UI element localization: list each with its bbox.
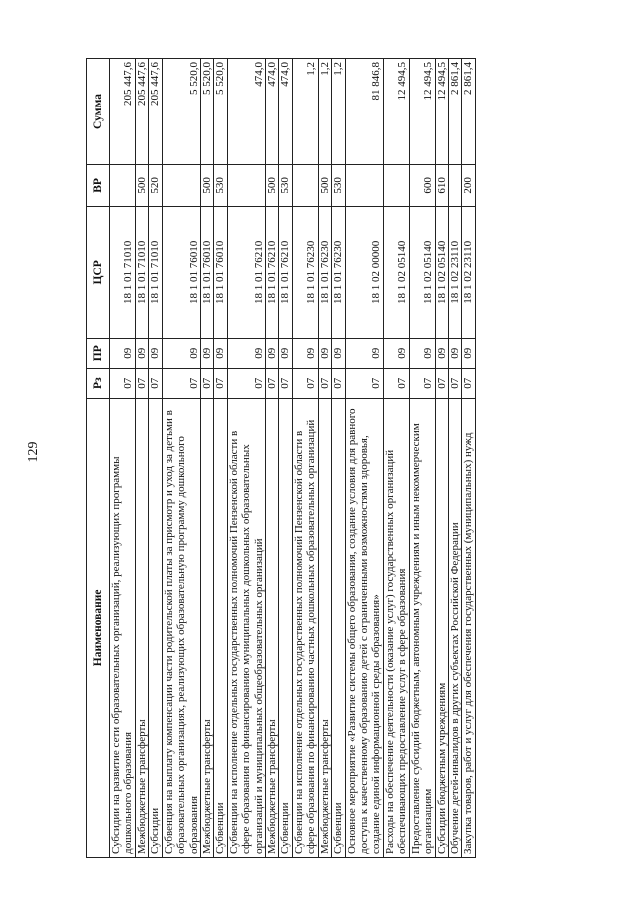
cell-rz: 07 — [135, 368, 148, 398]
cell-vr — [292, 164, 318, 206]
page-number: 129 — [26, 441, 41, 463]
table-row — [292, 59, 318, 858]
table-row — [149, 59, 162, 858]
cell-name: Межбюджетные трансферты — [266, 398, 279, 857]
cell-name: Субсидии — [149, 398, 162, 857]
cell-rz: 07 — [318, 368, 331, 398]
table-row — [318, 59, 331, 858]
cell-name: Субвенции — [332, 398, 345, 857]
cell-sum: 12 494,5 — [409, 59, 435, 165]
cell-name: Субвенция на выплату компенсации части родительской платы за присмотр и уход за детьми в образовательных организациях, реализующих образовательную программу дошкольного образования — [162, 398, 200, 857]
cell-name: Субвенции — [214, 398, 227, 857]
cell-csr: 18 1 02 00000 — [345, 206, 383, 338]
cell-rz: 07 — [292, 368, 318, 398]
cell-csr: 18 1 01 76010 — [162, 206, 200, 338]
cell-name: Субвенции на исполнение отдельных государственных полномочий Пензенской области в сфере образования по финансированию муниципальных дошкольных образовательных организаций и муниципальных общеобразовательных организаций — [227, 398, 265, 857]
rotated-page-content — [86, 58, 562, 858]
cell-sum: 474,0 — [279, 59, 292, 165]
cell-pr: 09 — [345, 338, 383, 368]
cell-rz: 07 — [266, 368, 279, 398]
header-pr: ПР — [87, 338, 110, 368]
budget-table — [86, 58, 476, 858]
cell-vr — [162, 164, 200, 206]
cell-vr: 530 — [279, 164, 292, 206]
header-vr: ВР — [87, 164, 110, 206]
header-sum: Сумма — [87, 59, 110, 165]
cell-name: Предоставление субсидий бюджетным, автономным учреждениям и иным некоммерческим организациям — [409, 398, 435, 857]
table-row — [462, 59, 475, 858]
cell-vr: 530 — [332, 164, 345, 206]
cell-vr — [110, 164, 136, 206]
cell-vr — [448, 164, 461, 206]
cell-sum: 205 447,6 — [149, 59, 162, 165]
table-row — [345, 59, 383, 858]
cell-pr: 09 — [135, 338, 148, 368]
cell-rz: 07 — [227, 368, 265, 398]
cell-name: Основное мероприятие «Развитие системы общего образования, создание условия для равного доступа к качественному образованию детей с ограниченными возможностями здоровья, создание единой информационной среды образования» — [345, 398, 383, 857]
cell-name: Субвенции на исполнение отдельных государственных полномочий Пензенской области в сфере образования по финансированию частных дошкольных образовательных организаций — [292, 398, 318, 857]
cell-rz: 07 — [149, 368, 162, 398]
cell-sum: 2 861,4 — [462, 59, 475, 165]
cell-sum: 5 520,0 — [162, 59, 200, 165]
cell-pr: 09 — [227, 338, 265, 368]
cell-vr — [227, 164, 265, 206]
cell-pr: 09 — [110, 338, 136, 368]
cell-pr: 09 — [462, 338, 475, 368]
cell-vr: 600 — [409, 164, 435, 206]
cell-pr: 09 — [266, 338, 279, 368]
cell-sum: 81 846,8 — [345, 59, 383, 165]
cell-vr — [345, 164, 383, 206]
cell-name: Субсидии на развитие сети образовательных организаций, реализующих программы дошкольного образования — [110, 398, 136, 857]
table-row — [227, 59, 265, 858]
cell-name: Субсидии бюджетным учреждениям — [435, 398, 448, 857]
table-row — [162, 59, 200, 858]
cell-pr: 09 — [214, 338, 227, 368]
cell-vr: 530 — [214, 164, 227, 206]
cell-rz: 07 — [448, 368, 461, 398]
cell-pr: 09 — [279, 338, 292, 368]
cell-rz: 07 — [200, 368, 213, 398]
cell-sum: 1,2 — [292, 59, 318, 165]
cell-sum: 5 520,0 — [200, 59, 213, 165]
cell-pr: 09 — [383, 338, 409, 368]
cell-pr: 09 — [409, 338, 435, 368]
cell-sum: 1,2 — [318, 59, 331, 165]
cell-name: Закупка товаров, работ и услуг для обеспечения государственных (муниципальных) нужд — [462, 398, 475, 857]
cell-sum: 1,2 — [332, 59, 345, 165]
cell-rz: 07 — [383, 368, 409, 398]
cell-pr: 09 — [162, 338, 200, 368]
cell-vr — [383, 164, 409, 206]
cell-name: Межбюджетные трансферты — [318, 398, 331, 857]
table-row — [383, 59, 409, 858]
cell-name: Расходы на обеспечение деятельности (оказание услуг) государственных организаций обеспечивающих предоставление услуг в сфере образования — [383, 398, 409, 857]
table-row — [435, 59, 448, 858]
cell-sum: 2 861,4 — [448, 59, 461, 165]
cell-csr: 18 1 02 23110 — [462, 206, 475, 338]
cell-rz: 07 — [462, 368, 475, 398]
cell-vr: 520 — [149, 164, 162, 206]
cell-name: Обучение детей-инвалидов в других субъектах Российской Федерации — [448, 398, 461, 857]
cell-csr: 18 1 01 71010 — [149, 206, 162, 338]
cell-sum: 12 494,5 — [383, 59, 409, 165]
cell-sum: 205 447,6 — [135, 59, 148, 165]
cell-sum: 474,0 — [266, 59, 279, 165]
cell-sum: 205 447,6 — [110, 59, 136, 165]
cell-rz: 07 — [345, 368, 383, 398]
table-row — [110, 59, 136, 858]
cell-csr: 18 1 01 76010 — [200, 206, 213, 338]
cell-pr: 09 — [448, 338, 461, 368]
cell-rz: 07 — [435, 368, 448, 398]
table-row — [135, 59, 148, 858]
cell-rz: 07 — [110, 368, 136, 398]
cell-vr: 500 — [318, 164, 331, 206]
cell-csr: 18 1 01 76230 — [332, 206, 345, 338]
cell-name: Субвенции — [279, 398, 292, 857]
cell-csr: 18 1 01 76210 — [279, 206, 292, 338]
cell-pr: 09 — [149, 338, 162, 368]
cell-sum: 5 520,0 — [214, 59, 227, 165]
cell-pr: 09 — [292, 338, 318, 368]
cell-csr: 18 1 01 76230 — [292, 206, 318, 338]
table-row — [214, 59, 227, 858]
cell-csr: 18 1 01 71010 — [135, 206, 148, 338]
cell-sum: 12 494,5 — [435, 59, 448, 165]
table-row — [409, 59, 435, 858]
table-row — [266, 59, 279, 858]
cell-rz: 07 — [279, 368, 292, 398]
cell-csr: 18 1 02 23110 — [448, 206, 461, 338]
cell-vr: 500 — [200, 164, 213, 206]
cell-csr: 18 1 02 05140 — [435, 206, 448, 338]
cell-pr: 09 — [200, 338, 213, 368]
table-row — [448, 59, 461, 858]
cell-pr: 09 — [435, 338, 448, 368]
header-rz: Рз — [87, 368, 110, 398]
cell-rz: 07 — [332, 368, 345, 398]
cell-csr: 18 1 02 05140 — [409, 206, 435, 338]
cell-vr: 200 — [462, 164, 475, 206]
cell-sum: 474,0 — [227, 59, 265, 165]
cell-csr: 18 1 01 76230 — [318, 206, 331, 338]
cell-rz: 07 — [409, 368, 435, 398]
table-header-row — [87, 59, 110, 858]
header-csr: ЦСР — [87, 206, 110, 338]
cell-pr: 09 — [318, 338, 331, 368]
table-row — [279, 59, 292, 858]
header-name: Наименование — [87, 398, 110, 857]
cell-csr: 18 1 01 71010 — [110, 206, 136, 338]
cell-csr: 18 1 01 76210 — [227, 206, 265, 338]
cell-name: Межбюджетные трансферты — [135, 398, 148, 857]
cell-name: Межбюджетные трансферты — [200, 398, 213, 857]
cell-rz: 07 — [162, 368, 200, 398]
cell-vr: 610 — [435, 164, 448, 206]
cell-rz: 07 — [214, 368, 227, 398]
table-row — [200, 59, 213, 858]
cell-csr: 18 1 02 05140 — [383, 206, 409, 338]
cell-vr: 500 — [266, 164, 279, 206]
cell-vr: 500 — [135, 164, 148, 206]
cell-pr: 09 — [332, 338, 345, 368]
cell-csr: 18 1 01 76210 — [266, 206, 279, 338]
cell-csr: 18 1 01 76010 — [214, 206, 227, 338]
table-row — [332, 59, 345, 858]
